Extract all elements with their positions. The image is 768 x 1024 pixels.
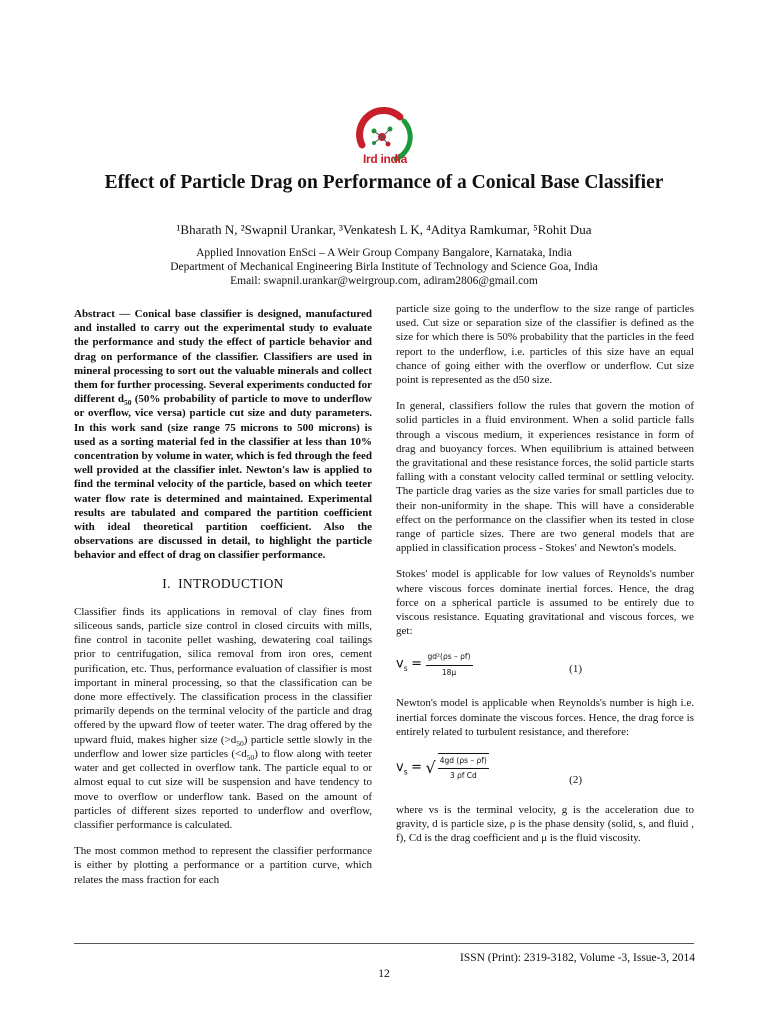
paragraph-symbols: where vs is the terminal velocity, g is the acceleration due to gravity, d is particle size, ρ is the phase density (solid, s, and fluid , f), Cd is the drag coefficient and μ is the fluid viscosity. <box>396 804 694 845</box>
logo-text: Ird india <box>363 152 407 166</box>
email-line: Email: swapnil.urankar@weirgroup.com, adiram2806@gmail.com <box>230 275 538 287</box>
equation-2: $v_s$ = √ $\frac{4gd (\rho s - \rho f)}{\text{3 ρf Cd}}$ (2) <box>396 751 694 795</box>
authors: ¹Bharath N, ²Swapnil Urankar, ³Venkatesh L K, ⁴Aditya Ramkumar, ⁵Rohit Dua <box>176 222 592 237</box>
intro-paragraph-1: Classifier finds its applications in removal of clay fines from siliceous sands, particle size control in closed circuits with mills, fine control in taconite pellet washing, dewatering coal tailings prior to centrifugation, silica removal from iron ores, cement purification, etc. Thus, performance evaluation of classifier is most important in mineral processing, so that the classification can be done more effectively. The classification process in the classifier primarily depends on the terminal velocity of the particle and drag offered by the upward flow of teeter water. The drag offered by the upward fluid, makes higher size $(>d_{50})$ particle settle slowly in the underflow and lower size particles $(<d_{50})$ to flow along with teeter water and get collected in overflow tank. The particle equal to or almost equal to cut size will be suspension and have tendency to move to overflow or underflow tank. Based on the amount of particles of different sizes reported to underflow and overflow, classifier performance is calculated. <box>74 605 372 831</box>
paragraph-classifier-rules: In general, classifiers follow the rules that govern the motion of solid particles in a fluid environment. When a solid particle falls through a viscous medium, it experiences resistance in form of drag and buoyancy forces. When equilibrium is attained between the gravitational and these resistance forces, the solid particle starts falling with a constant velocity called terminal or settling velocity. The particle drag varies as the size varies for small particles due to their non-uniformity in the shape. This will have a considerable effect on the performance on the classifier when its tested in close range of particle sizes. There are two general models that are applied in classification process - Stokes' and Newton's models. <box>396 400 694 555</box>
paragraph-stokes: Stokes' model is applicable for low values of Reynolds's number where viscous forces dominate inertial forces. Hence, the drag force on a spherical particle is assumed to be entirely due to viscous resistance. Equating gravitational and viscous forces, we get: <box>396 568 694 638</box>
affiliation-1: Applied Innovation EnSci – A Weir Group Company Bangalore, Karnataka, India <box>196 247 572 259</box>
section-heading: I. INTRODUCTION <box>162 575 284 591</box>
affiliations <box>0 246 768 288</box>
paragraph-cut-size: particle size going to the underflow to the size range of particles used. Cut size or separation size of the classifier is defined as the size for which there is 50% probability that the particles in the feed report to the underflow, i.e. particles of this size have an equal chance of going either with the overflow or underflow. Cut size point is represented as the d50 size. <box>396 303 694 387</box>
abstract: Abstract — Conical base classifier is designed, manufactured and installed to carry out the experimental study to evaluate the performance and study the effect of particle behavior and drag on performance of the classifier. Classifiers are used in mineral processing to sort out the valuable minerals and collect them for further processing. Several experiments conducted for different $d_{50}$ (50% probability of particle to move to underflow or overflow, vice versa) particle cut size and duty parameters. In this work sand (size range 75 microns to 500 microns) is used as a sorting material fed in the classifier at less than 10% concentration by volume in water, which is fed through the feed well provided at the classifier inlet. Newton's law is applied to find the terminal velocity of the particle, based on which teeter water flow rate is determined and maintained. Experimental results are tabulated and compared the partition coefficient with ideal theoretical partition coefficient. Also the observations are discussed in detail, to highlight the particle behavior and effect of drag on classifier performance. <box>74 308 372 562</box>
paragraph-newton: Newton's model is applicable when Reynolds's number is high i.e. inertial forces dominate the viscous forces. Hence, the drag force is entirely related to turbulent resistance, and therefore: <box>396 697 694 738</box>
affiliation-2: Department of Mechanical Engineering Birla Institute of Technology and Science Goa, India <box>170 261 598 273</box>
equation-1-number: (1) <box>569 663 582 676</box>
paper-title: Effect of Particle Drag on Performance of a Conical Base Classifier <box>104 172 664 193</box>
equation-1: $v_s$ = $\frac{\text{gd²(ρs – ρf)}}{18\mu}$ (1) <box>396 652 582 677</box>
footer-rule <box>74 943 694 944</box>
right-column <box>396 302 694 858</box>
intro-paragraph-2: The most common method to represent the classifier performance is either by plotting a performance or a partition curve, which relates the mass fraction for each <box>74 845 372 886</box>
left-column <box>74 307 372 899</box>
equation-2-number: (2) <box>569 774 582 787</box>
page-number: 12 <box>378 968 390 980</box>
issn-info: ISSN (Print): 2319-3182, Volume -3, Issue-3, 2014 <box>459 952 695 964</box>
